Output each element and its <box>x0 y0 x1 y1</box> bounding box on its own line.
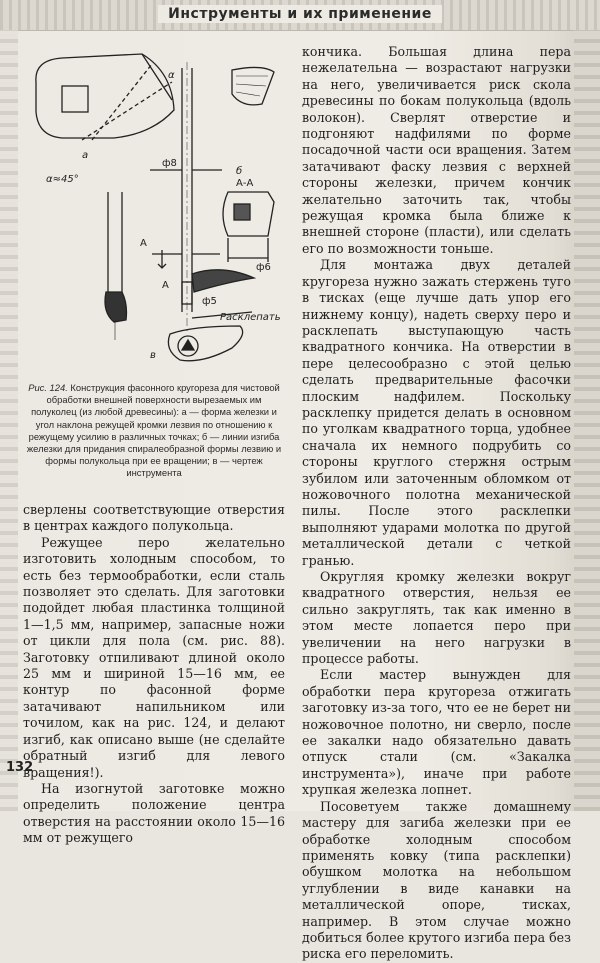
label-angle: α≈45° <box>46 174 79 185</box>
blade-plan-view <box>168 326 242 361</box>
running-header <box>0 6 600 22</box>
header-title-text: Инструменты и их применение <box>158 5 442 23</box>
paragraph: Если мастер вынужден для обработки пера кругореза отжигать заготовку из-за того, что ее не берет ни ножовочное полотно, ни сверло, после ее закалки надо обязательно давать отпуск стали (см. «Закалка инструмента»), иначе при работе хрупкая железка лопнет. <box>302 667 571 798</box>
cutter-blade-mounted <box>192 270 254 292</box>
blade-outline-a <box>36 54 174 138</box>
label-d8: ф8 <box>162 158 177 169</box>
left-ornament-border <box>0 30 18 811</box>
page-number: 132 <box>6 760 34 775</box>
paragraph: На изогнутой заготовке можно определить положение центра отверстия на расстоянии около 15—16 мм от режущего <box>23 780 285 846</box>
paragraph: Округляя кромку железки вокруг квадратного отверстия, нельзя ее сильно закруглять, так как именно в этом месте лопается перо при увеличении на него нагрузки в процессе работы. <box>302 569 571 667</box>
label-d6: ф6 <box>256 262 271 273</box>
label-A2: А <box>162 280 169 291</box>
square-hole <box>62 86 88 112</box>
label-alpha: α <box>168 70 175 81</box>
right-text-column <box>302 44 571 963</box>
figure-caption <box>26 382 282 480</box>
label-section: А-А <box>236 178 254 189</box>
vise-jaw-b <box>105 292 127 322</box>
paragraph: Режущее перо желательно изготовить холодным способом, то есть без термообработки, если сталь позволяет это сделать. Для заготовки подойдет любая пластинка толщиной 1—1,5 мм, например, запасные ножи от цикли для пола (см. рис. 88). Заготовку отпиливают длиной около 25 мм и шириной 15—16 мм, ее контур по фасонной форме затачивают напильником или точилом, как на рис. 124, и делают изгиб, как описано выше (не сделайте обратный изгиб для левого вращения!). <box>23 534 285 780</box>
label-riveting: Расклепать <box>220 312 281 323</box>
label-A1: А <box>140 238 147 249</box>
caption-label: Рис. 124. <box>28 382 68 393</box>
label-v: в <box>150 350 156 361</box>
paragraph: Для монтажа двух деталей кругореза нужно зажать стержень туго в тисках (еще лучше дать упор его нижнему концу), надеть сверху перо и расклепать выступающую часть квадратного кончика. На отверстии в пере целесообразно с этой целью сделать предварительные фасочки плоским надфилем. Поскольку расклепку придется делать в основном по уголкам квадратного торца, удобнее сначала их немного подрубить со стороны круглого стержня острым зубилом или заточенным обломком от ножовочного полотна механической пилы. После этого расклепки выполняют ударами молотка по другой металлической детали с четкой гранью. <box>302 257 571 568</box>
technical-drawing-figure-124 <box>22 42 284 377</box>
left-text-column <box>23 502 285 847</box>
paragraph: сверлены соответствующие отверстия в центрах каждого полукольца. <box>23 502 285 534</box>
caption-text: Конструкция фасонного кругореза для чистовой обработки внешней поверхности вырезаемых им полуколец (из любой древесины): а — форма железки и угол наклона режущей кромки лезвия по отношению к режущему усилию в различных точках; б — линии изгиба железки для придания спиралеобразной формы лезвию и формы полукольца при ее вращении; в — чертеж инструмента <box>26 382 282 479</box>
label-d5: ф5 <box>202 296 217 307</box>
label-a: а <box>82 150 89 161</box>
paragraph: Посоветуем также домашнему мастеру для загиба железки при ее обработке холодным способом применять ковку (типа расклепки) обушком молотка на небольшом углублении в виде канавки на металлической опоре, тисках, например. В этом случае можно добиться более крутого изгиба пера без риска его переломить. <box>302 798 571 962</box>
right-ornament-border <box>574 30 600 811</box>
blade-side-view <box>232 67 274 104</box>
paragraph: кончика. Большая длина пера нежелательна — возрастают нагрузки на него, увеличивается риск скола древесины по бокам полукольца (вдоль волокон). Сверлят отверстие и подгоняют надфилями по форме посадочной части оси вращения. Затем затачивают фаску лезвия с верхней стороны железки, причем кончик желательно заточить так, чтобы режущая кромка была ближе к внешней стороне (пласти), или сделать его по возможности тоньше. <box>302 44 571 256</box>
label-b: б <box>236 166 243 177</box>
